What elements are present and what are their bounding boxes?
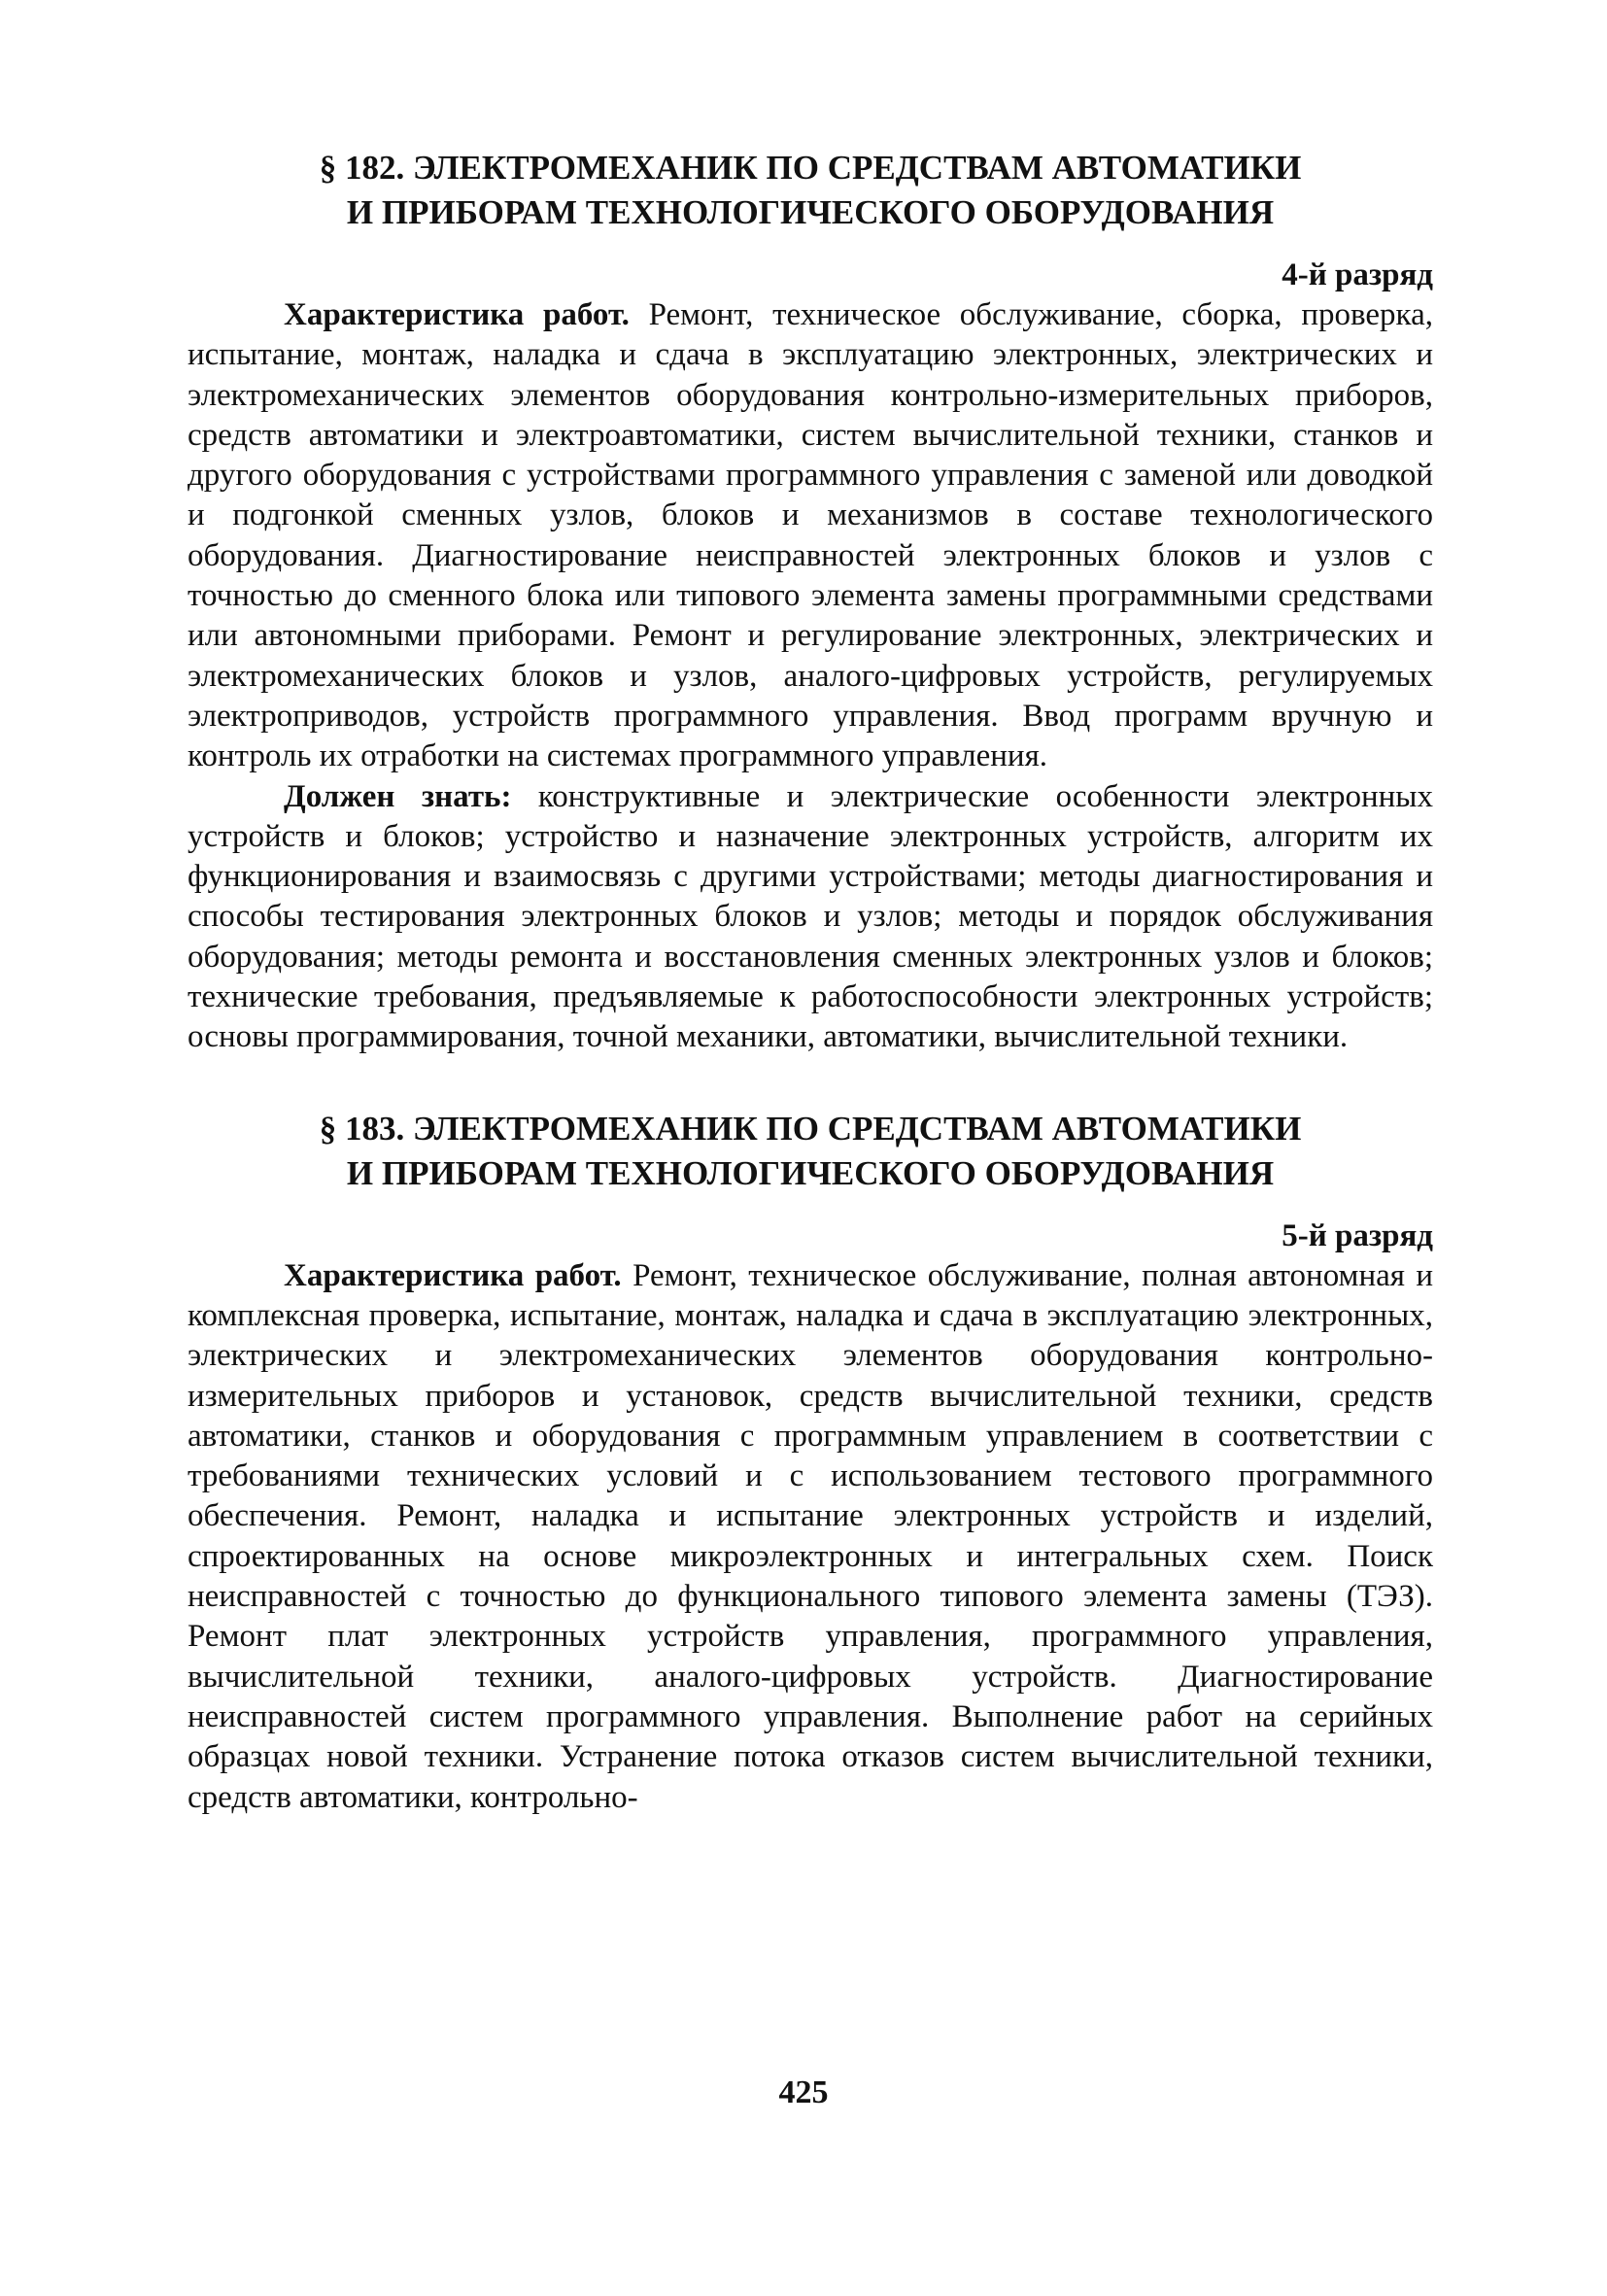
- section-182-knowledge-text: конструктивные и электрические особенности электронных устройств и блоков; устройство и назначение электронных устройств, алгоритм их функционирования и взаимосвязь с другими устройствами; методы диагностирования и способы тестирования электронных блоков и узлов; методы и порядок обслуживания оборудования; методы ремонта и восстановления сменных электронных узлов и блоков; технические требования, предъявляемые к работоспособности электронных устройств; основы программирования, точной механики, автоматики, вычислительной техники.: [188, 778, 1433, 1055]
- section-183-characteristics: [188, 1256, 1433, 1818]
- section-183-title-line1: § 183. ЭЛЕКТРОМЕХАНИК ПО СРЕДСТВАМ АВТОМАТИКИ: [319, 1109, 1302, 1148]
- section-183-title: [188, 1107, 1433, 1196]
- section-182-knowledge: [188, 777, 1433, 1058]
- page-content: [188, 146, 1433, 1818]
- section-182-title-line1: § 182. ЭЛЕКТРОМЕХАНИК ПО СРЕДСТВАМ АВТОМАТИКИ: [319, 149, 1302, 187]
- section-182-title-line2: И ПРИБОРАМ ТЕХНОЛОГИЧЕСКОГО ОБОРУДОВАНИЯ: [346, 193, 1275, 231]
- section-182-knowledge-label: Должен знать:: [284, 778, 512, 814]
- section-183-characteristics-label: Характеристика работ.: [284, 1257, 622, 1293]
- section-182-title: [188, 146, 1433, 235]
- section-182-characteristics-text: Ремонт, техническое обслуживание, сборка, проверка, испытание, монтаж, наладка и сдача в эксплуатацию электронных, электрических и электромеханических элементов оборудования контрольно-измерительных приборов, средств автоматики и электроавтоматики, систем вычислительной техники, станков и другого оборудования с устройствами программного управления с заменой или доводкой и подгонкой сменных узлов, блоков и механизмов в составе технологического оборудования. Диагностирование неисправностей электронных блоков и узлов с точностью до сменного блока или типового элемента замены программными средствами или автономными приборами. Ремонт и регулирование электронных, электрических и электромеханических блоков и узлов, аналого-цифровых устройств, регулируемых электроприводов, устройств программного управления. Ввод программ вручную и контроль их отработки на системах программного управления.: [188, 297, 1433, 774]
- section-182-characteristics-label: Характеристика работ.: [284, 297, 630, 332]
- section-182-characteristics: [188, 295, 1433, 777]
- section-183-title-line2: И ПРИБОРАМ ТЕХНОЛОГИЧЕСКОГО ОБОРУДОВАНИЯ: [346, 1153, 1275, 1192]
- section-182-grade: 4-й разряд: [1282, 257, 1433, 292]
- page-number: 425: [778, 2074, 829, 2110]
- section-183-characteristics-text: Ремонт, техническое обслуживание, полная автономная и комплексная проверка, испытание, монтаж, наладка и сдача в эксплуатацию электронных, электрических и электромеханических элементов оборудования контрольно-измерительных приборов и установок, средств вычислительной техники, средств автоматики, станков и оборудования с программным управлением в соответствии с требованиями технических условий и с использованием тестового программного обеспечения. Ремонт, наладка и испытание электронных устройств и изделий, спроектированных на основе микроэлектронных и интегральных схем. Поиск неисправностей с точностью до функционального типового элемента замены (ТЭЗ). Ремонт плат электронных устройств управления, программного управления, вычислительной техники, аналого-цифровых устройств. Диагностирование неисправностей систем программного управления. Выполнение работ на серийных образцах новой техники. Устранение потока отказов систем вычислительной техники, средств автоматики, контрольно-: [188, 1257, 1433, 1815]
- section-gap: [188, 1058, 1433, 1107]
- section-183-grade: 5-й разряд: [1282, 1217, 1433, 1253]
